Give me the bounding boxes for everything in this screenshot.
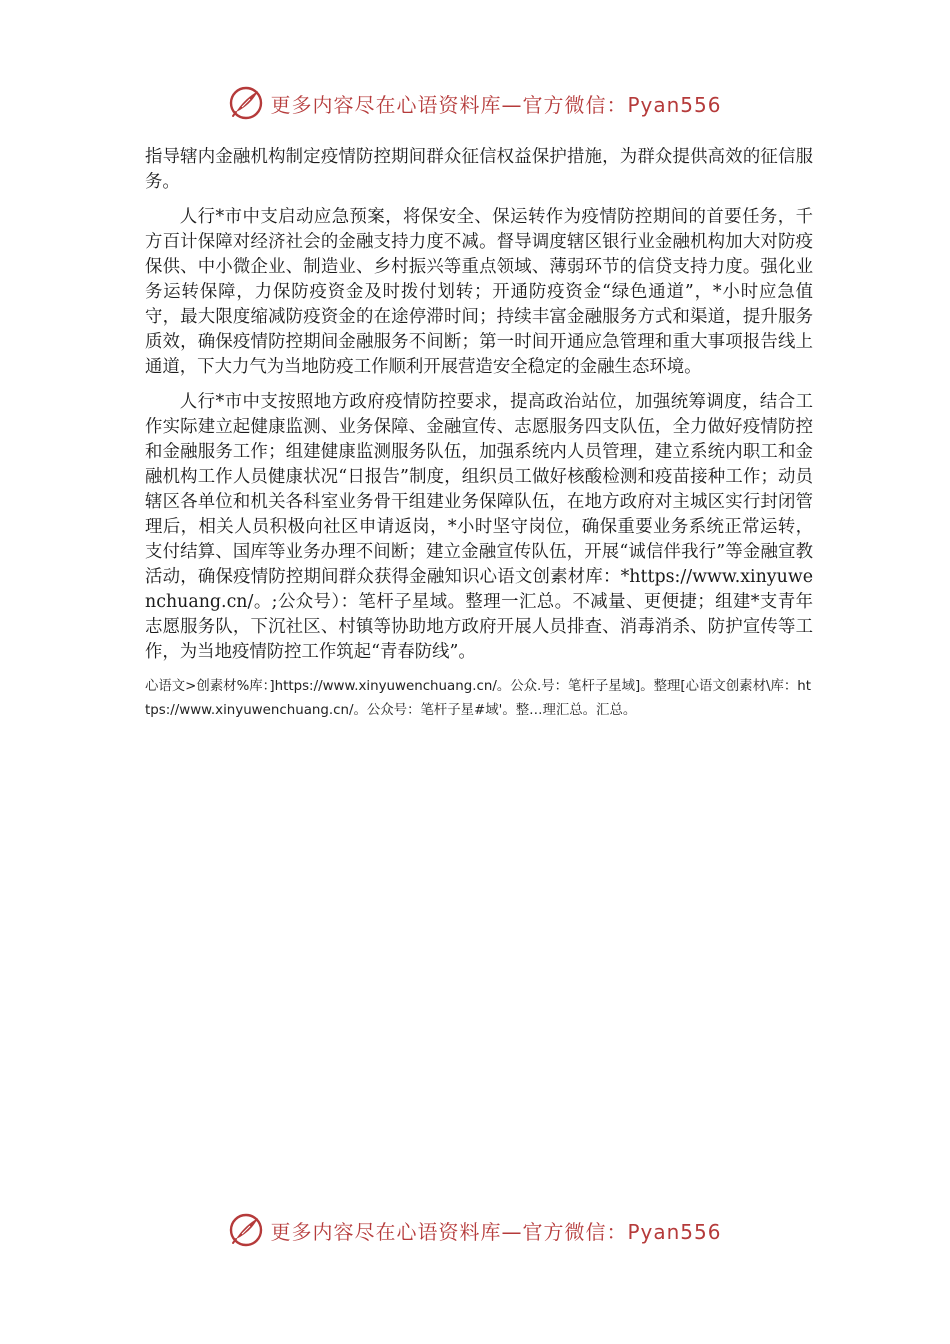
header-banner-text: 更多内容尽在心语资料库—官方微信：Pyan556 (270, 92, 722, 117)
footer-banner (0, 1210, 950, 1250)
paragraph-3: 人行*市中支按照地方政府疫情防控要求，提高政治站位，加强统筹调度，结合工作实际建立起健康监测、业务保障、金融宣传、志愿服务四支队伍，全力做好疫情防控和金融服务工作；组建健康监测服务队伍，加强系统内人员管理，建立系统内职工和金融机构工作人员健康状况“日报告”制度，组织员工做好核酸检测和疫苗接种工作；动员辖区各单位和机关各科室业务骨干组建业务保障队伍，在地方政府对主城区实行封闭管理后，相关人员积极向社区申请返岗，*小时坚守岗位，确保重要业务系统正常运转，支付结算、国库等业务办理不间断；建立金融宣传队伍，开展“诚信伴我行”等金融宣教活动，确保疫情防控期间群众获得金融知识心语文创素材库：*https://www.xinyuwenchuang.cn/。;公众号）：笔杆子星域。整理一汇总。不减量、更便捷；组建*支青年志愿服务队，下沉社区、村镇等协助地方政府开展人员排查、消毒消杀、防护宣传等工作，为当地疫情防控工作筑起“青春防线”。 (145, 392, 813, 662)
paragraph-2: 人行*市中支启动应急预案，将保安全、保运转作为疫情防控期间的首要任务，千方百计保障对经济社会的金融支持力度不减。督导调度辖区银行业金融机构加大对防疫保供、中小微企业、制造业、乡村振兴等重点领域、薄弱环节的信贷支持力度。强化业务运转保障，力保防疫资金及时拨付划转；开通防疫资金“绿色通道”，*小时应急值守，最大限度缩减防疫资金的在途停滞时间；持续丰富金融服务方式和渠道，提升服务质效，确保疫情防控期间金融服务不间断；第一时间开通应急管理和重大事项报告线上通道，下大力气为当地防疫工作顺利开展营造安全稳定的金融生态环境。 (145, 207, 813, 377)
paragraph-1: 指导辖内金融机构制定疫情防控期间群众征信权益保护措施，为群众提供高效的征信服务。 (145, 147, 813, 192)
quill-pen-logo-icon (228, 1212, 264, 1248)
header-banner (0, 83, 950, 123)
quill-pen-logo-icon (228, 85, 264, 121)
document-body (145, 145, 813, 723)
footnote: 心语文>创素材%库：]https://www.xinyuwenchuang.cn/。公众.号：笔杆子星域]。整理[心语文创素材\库：https://www.xinyuwenchuang.cn/。公众号：笔杆子星#域'。整…理汇总。汇总。 (145, 679, 811, 718)
footer-banner-text: 更多内容尽在心语资料库—官方微信：Pyan556 (270, 1219, 722, 1244)
